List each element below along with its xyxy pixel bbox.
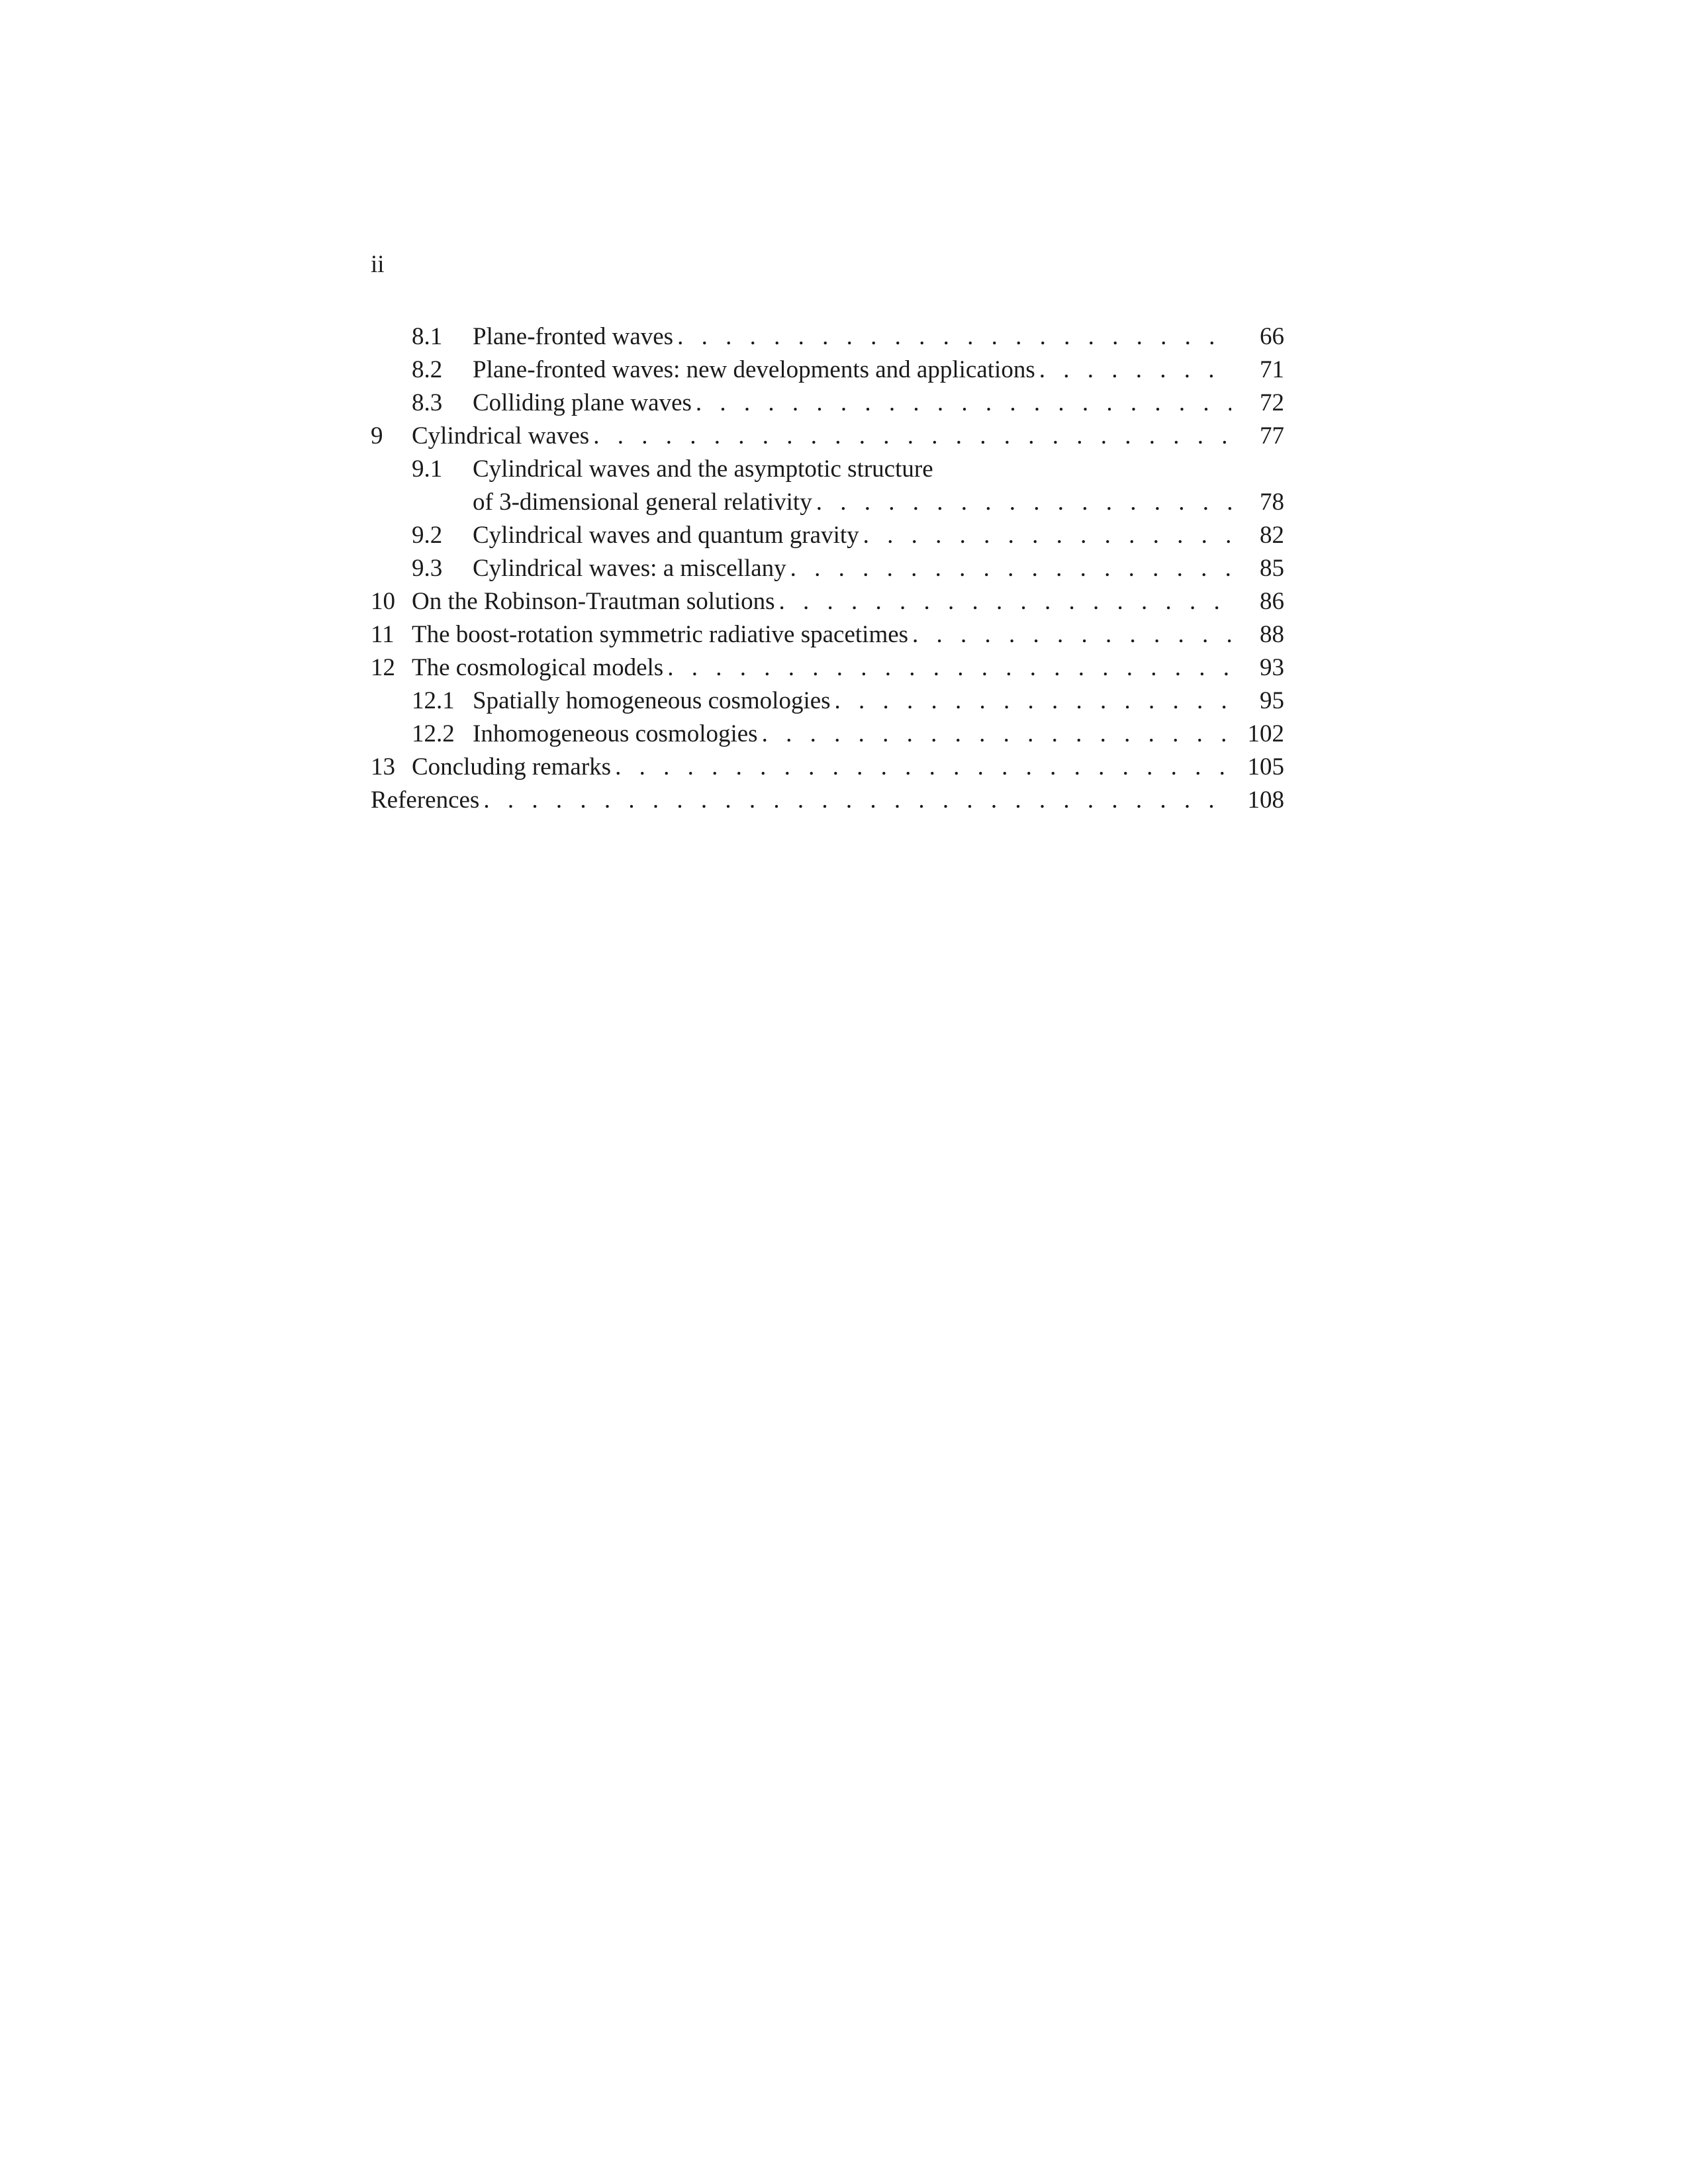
toc-entry-number: 9.2 bbox=[412, 522, 443, 549]
toc-entry-title: The cosmological models bbox=[412, 651, 667, 685]
toc-entry-title: On the Robinson-Trautman solutions bbox=[412, 585, 779, 618]
toc-entry-number: 12.2 bbox=[412, 720, 455, 747]
toc-entry-number: 11 bbox=[371, 621, 395, 648]
toc-entry-references[interactable] bbox=[371, 784, 1284, 817]
dot-leader bbox=[816, 486, 1231, 519]
toc-entry-page: 88 bbox=[1231, 618, 1284, 651]
dot-leader bbox=[696, 387, 1231, 420]
toc-entry-page: 95 bbox=[1231, 685, 1284, 718]
dot-leader bbox=[790, 552, 1231, 585]
dot-leader bbox=[835, 685, 1231, 718]
toc-entry-title: Colliding plane waves bbox=[473, 387, 696, 420]
dot-leader bbox=[863, 519, 1231, 552]
toc-entry[interactable] bbox=[371, 585, 1284, 618]
toc-entry-page: 105 bbox=[1231, 751, 1284, 784]
dot-leader bbox=[667, 651, 1231, 685]
toc-entry-title: of 3-dimensional general relativity bbox=[473, 486, 816, 519]
toc-entry-title: Cylindrical waves bbox=[412, 420, 593, 453]
toc-entry[interactable] bbox=[371, 718, 1284, 751]
dot-leader bbox=[677, 320, 1231, 354]
toc-entry-page: 66 bbox=[1231, 320, 1284, 354]
toc-entry-page: 85 bbox=[1231, 552, 1284, 585]
toc-entry-page: 72 bbox=[1231, 387, 1284, 420]
toc-entry-page: 93 bbox=[1231, 651, 1284, 685]
toc-entry-number: 8.2 bbox=[412, 356, 443, 383]
dot-leader bbox=[615, 751, 1231, 784]
dot-leader bbox=[912, 618, 1231, 651]
toc-entry-page: 108 bbox=[1231, 784, 1284, 817]
toc-entry-number: 8.1 bbox=[412, 323, 443, 350]
toc-entry-title: Cylindrical waves and quantum gravity bbox=[473, 519, 863, 552]
toc-entry[interactable] bbox=[371, 320, 1284, 354]
dot-leader bbox=[762, 718, 1231, 751]
toc-entry-title: Plane-fronted waves bbox=[473, 320, 677, 354]
toc-entry-page: 77 bbox=[1231, 420, 1284, 453]
toc-entry-number: 12 bbox=[371, 654, 395, 681]
toc-entry-title: References bbox=[371, 784, 483, 817]
toc-entry-number: 12.1 bbox=[412, 687, 455, 714]
toc-entry-title-line1: Cylindrical waves and the asymptotic structure bbox=[473, 455, 933, 483]
toc-entry-title: Cylindrical waves: a miscellany bbox=[473, 552, 790, 585]
page-number: ii bbox=[371, 251, 385, 278]
toc-entry-continuation[interactable] bbox=[371, 486, 1284, 519]
toc-entry-number: 9.1 bbox=[412, 455, 443, 483]
toc-entry[interactable] bbox=[371, 354, 1284, 387]
toc-entry-page: 86 bbox=[1231, 585, 1284, 618]
toc-entry[interactable] bbox=[371, 519, 1284, 552]
toc-entry[interactable] bbox=[371, 651, 1284, 685]
toc-entry-title: Inhomogeneous cosmologies bbox=[473, 718, 762, 751]
toc-entry[interactable] bbox=[371, 751, 1284, 784]
toc-entry-number: 9 bbox=[371, 422, 383, 450]
toc-entry-title: The boost-rotation symmetric radiative spacetimes bbox=[412, 618, 912, 651]
toc-entry[interactable] bbox=[371, 453, 1284, 486]
toc-entry-number: 9.3 bbox=[412, 555, 443, 582]
toc-entry-page: 71 bbox=[1231, 354, 1284, 387]
toc-entry[interactable] bbox=[371, 552, 1284, 585]
toc-entry-page: 102 bbox=[1231, 718, 1284, 751]
toc-entry[interactable] bbox=[371, 387, 1284, 420]
dot-leader bbox=[779, 585, 1231, 618]
toc-entry-title: Spatially homogeneous cosmologies bbox=[473, 685, 835, 718]
toc-entry-number: 8.3 bbox=[412, 389, 443, 416]
toc-entry-number: 10 bbox=[371, 588, 395, 615]
dot-leader bbox=[483, 784, 1231, 817]
toc-entry[interactable] bbox=[371, 685, 1284, 718]
dot-leader bbox=[593, 420, 1231, 453]
dot-leader bbox=[1039, 354, 1231, 387]
toc-entry-page: 78 bbox=[1231, 486, 1284, 519]
toc-entry-title: Concluding remarks bbox=[412, 751, 615, 784]
toc-entry-page: 82 bbox=[1231, 519, 1284, 552]
toc-entry-number: 13 bbox=[371, 753, 395, 781]
toc-entry-title: Plane-fronted waves: new developments and applications bbox=[473, 354, 1039, 387]
toc-entry[interactable] bbox=[371, 420, 1284, 453]
table-of-contents bbox=[371, 320, 1284, 817]
toc-entry[interactable] bbox=[371, 618, 1284, 651]
